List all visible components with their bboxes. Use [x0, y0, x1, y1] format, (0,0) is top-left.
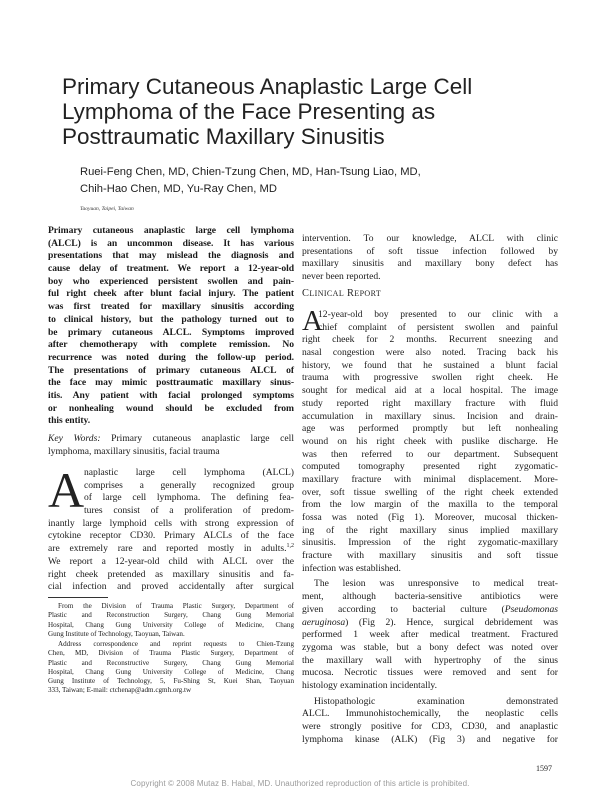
keywords-text: Primary cutaneous anaplastic large cell: [100, 433, 294, 444]
body-line: comprises a generally recognized group: [84, 479, 294, 491]
body-line: nasal congestion were also noted. Tracing back his: [302, 347, 558, 359]
footnote-line: Hospital, Chang Gung University College of Medicine, Chang: [48, 620, 294, 629]
author-location: Taoyuan, Taipei, Taiwan: [80, 206, 134, 212]
article-title: [62, 74, 562, 149]
abstract-line: ful right cheek after blunt facial injury. The patient: [48, 288, 294, 300]
citation: 1,2: [286, 542, 294, 549]
footnote-line: Hospital, Chang Gung University College of Medicine, Chang: [48, 667, 294, 676]
body-line: naplastic large cell lymphoma (ALCL): [84, 467, 294, 478]
body-line: study reported right maxillary fracture with fluid: [302, 397, 558, 409]
body-line: never been reported.: [302, 271, 381, 283]
body-line: was then referred to our department. Subsequent: [302, 448, 558, 460]
body-line: the maxillary wall with hypertrophy of the sinus: [302, 654, 558, 666]
footnote-correspondence: [48, 640, 294, 696]
keywords-text: lymphoma, maxillary sinusitis, facial trauma: [48, 445, 220, 457]
abstract-line: (ALCL) is an uncommon disease. It has various: [48, 237, 294, 249]
body-line: sinusitis. Impression of the right zygomatic-maxillary: [302, 537, 558, 549]
body-line: zygoma was stable, but a bony defect was noted over: [302, 641, 558, 653]
body-line: histology examination incidentally.: [302, 679, 437, 691]
footnote-divider: [48, 597, 108, 598]
body-line: cytokine receptor CD30. Primary ALCLs of the face: [48, 530, 294, 542]
keywords-label: Key Words:: [48, 433, 101, 444]
body-line: infection was established.: [302, 562, 401, 574]
abstract-line: boy who experienced persistent swollen and pain-: [48, 275, 294, 287]
abstract-line: or nonhealing wound should be excluded from: [48, 402, 294, 414]
footnote-line: Gung Institute of Technology, 5, Fu-Shing St, Kuei Shan, Taoyuan: [48, 677, 294, 686]
body-line: are extremely rare and reported mostly in adults.: [48, 543, 287, 555]
title-line: Lymphoma of the Face Presenting as: [62, 99, 436, 124]
abstract-line: presentations that may mislead the diagnosis and: [48, 250, 294, 262]
body-line: wound on his right cheek with puslike discharge. He: [302, 435, 558, 447]
abstract-line: The presentations of primary cutaneous ALCL of: [48, 364, 294, 376]
abstract-line: after chemotherapy with complete remission. No: [48, 339, 294, 351]
footnote-line: Plastic and Reconstructive Surgery, Chang Gung Memorial: [48, 658, 294, 667]
body-line: fracture with maxillary sinusitis and soft tissue: [302, 550, 558, 562]
body-line: ALCL. Immunohistochemically, the neoplastic cells: [302, 708, 558, 720]
abstract-line: the face may mimic posttraumatic maxillary sinus-: [48, 377, 294, 389]
body-line: inantly large lymphoid cells with strong expression of: [48, 517, 294, 529]
page-number: 1597: [536, 764, 552, 773]
body-line: given according to bacterial culture (: [302, 603, 505, 615]
body-line: from the low margin of the maxilla to the temporal: [302, 499, 558, 511]
body-line: Histopathologic examination demonstrated: [314, 695, 558, 707]
footnote-line: From the Division of Trauma Plastic Surgery, Department of: [58, 602, 294, 610]
copyright-notice: Copyright © 2008 Mutaz B. Habal, MD. Unauthorized reproduction of this article is prohibited.: [130, 779, 470, 788]
body-line: right cheek pretended as maxillary sinusitis and fa-: [48, 568, 294, 580]
title-line: Primary Cutaneous Anaplastic Large Cell: [62, 74, 473, 99]
body-line: ment, although bacteria-sensitive antibiotics were: [302, 591, 558, 603]
organism-name: Pseudomonas: [504, 603, 558, 615]
body-line: trauma with progressive swollen right cheek. He: [302, 372, 558, 384]
section-heading: CLINICAL REPORT: [302, 288, 382, 299]
body-line: were strongly positive for CD3, CD30, and anaplastic: [302, 721, 558, 732]
keywords: [48, 433, 294, 458]
footnote-line: 333, Taiwan; E-mail: ctchenap@adm.cgmh.org.tw: [48, 686, 192, 695]
intro-continuation: [302, 233, 558, 284]
author-line: Ruei-Feng Chen, MD, Chien-Tzung Chen, MD, Han-Tsung Liao, MD,: [80, 166, 421, 178]
abstract-line: cause delay of treatment. We report a 12-year-old: [48, 263, 294, 275]
body-line: history, we found that he sustained a blunt facial: [302, 359, 558, 371]
body-line: of large cell lymphoma. The defining fea-: [84, 492, 294, 504]
body-line: mucosa. Necrotic tissues were removed and sent for: [302, 667, 558, 679]
body-line: over, soft tissue swelling of the right cheek extended: [302, 486, 558, 498]
body-line: performed 1 week after medical treatment. Fractured: [302, 629, 558, 641]
body-line: ing of the right maxillary sinus implied maxillary: [302, 524, 558, 536]
footnote-line: Gung Institute of Technology, Taoyuan, Taiwan.: [48, 629, 185, 638]
body-line: accumulation in maxillary sinus. Incision and drain-: [302, 410, 558, 422]
abstract-line: this entity.: [48, 415, 91, 427]
organism-name: aeruginosa: [302, 616, 346, 628]
body-line: We report a 12-year-old child with ALCL over the: [48, 555, 294, 567]
body-line: chief complaint of persistent swollen and painful: [318, 321, 558, 333]
abstract-line: to clinical history, but the pathology turned out to: [48, 313, 294, 325]
abstract: [48, 225, 294, 428]
body-line: intervention. To our knowledge, ALCL with clinic: [302, 233, 558, 244]
abstract-line: was first treated for maxillary sinusitis according: [48, 301, 294, 313]
footnote-line: Address correspondence and reprint requests to Chien-Tzung: [58, 640, 294, 648]
body-line: The lesion was unresponsive to medical treat-: [314, 578, 558, 590]
abstract-line: Primary cutaneous anaplastic large cell lymphoma: [48, 225, 294, 236]
drop-cap: A: [302, 305, 323, 337]
body-line: 12-year-old boy presented to our clinic with a: [318, 309, 558, 320]
body-line: lymphoma kinase (ALK) (Fig 3) and negative for: [302, 733, 558, 745]
intro-paragraph: [48, 462, 294, 594]
author-list: [80, 164, 560, 198]
body-line: sought for medical aid at a local hospital. The image: [302, 385, 558, 397]
body-line: cial infection and proved accidentally after surgical: [48, 581, 294, 593]
abstract-line: be primary cutaneous ALCL. Symptoms improved: [48, 326, 294, 338]
footnote-line: Plastic and Reconstruction Surgery, Chang Gung Memorial: [48, 611, 294, 620]
body-line: tures consist of a proliferation of predom-: [84, 505, 294, 517]
body-line: maxillary fracture with minimal displacement. More-: [302, 473, 558, 485]
abstract-line: recurrence was noted during the follow-up period.: [48, 351, 294, 363]
body-line: age was performed promptly but left nonhealing: [302, 423, 558, 435]
body-line: ) (Fig 2). Hence, surgical debridement was: [345, 616, 558, 628]
title-line: Posttraumatic Maxillary Sinusitis: [62, 124, 385, 149]
body-line: computed tomography presented right zygomatic-: [302, 461, 558, 473]
body-line: right cheek for 2 months. Recurrent sneezing and: [302, 334, 558, 346]
author-line: Chih-Hao Chen, MD, Yu-Ray Chen, MD: [80, 183, 277, 195]
clinical-report: [302, 305, 558, 746]
body-line: fossa was noted (Fig 1). Moreover, mucosal thicken-: [302, 512, 558, 523]
footnote-affiliation: [48, 602, 294, 639]
body-line: maxillary sinusitis and maxillary bony defect has: [302, 258, 558, 270]
abstract-line: itis. Any patient with facial prolonged symptoms: [48, 389, 294, 401]
body-line: presentations of soft tissue infection followed by: [302, 245, 558, 257]
drop-cap: A: [48, 462, 85, 518]
footnote-line: Chen, MD, Division of Trauma Plastic Surgery, Department of: [48, 649, 294, 658]
